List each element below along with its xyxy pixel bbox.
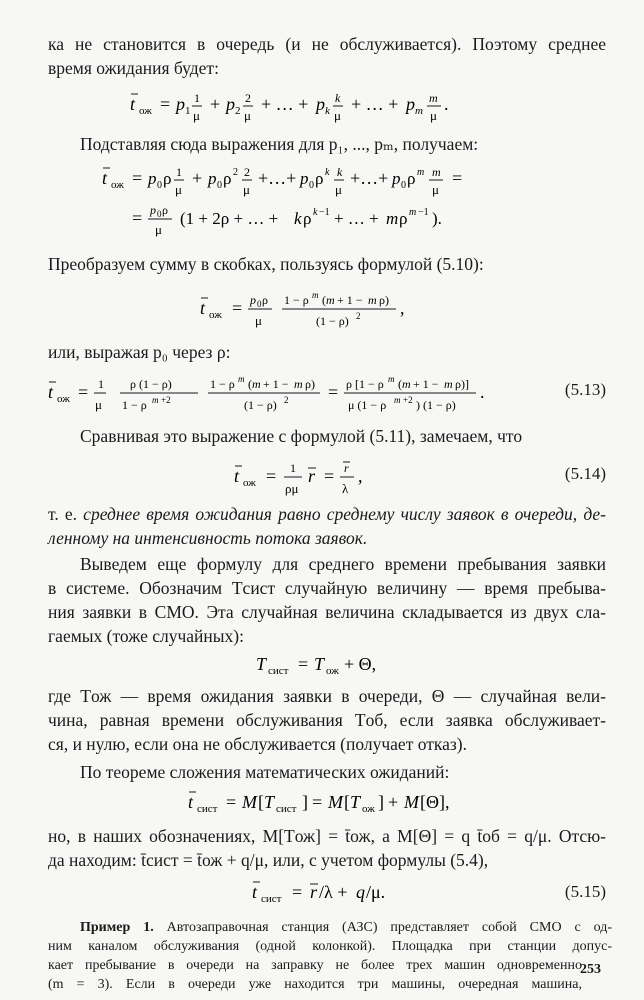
svg-text:r: r bbox=[308, 466, 316, 486]
svg-text:+: + bbox=[210, 94, 221, 114]
svg-text:=: = bbox=[78, 382, 89, 402]
svg-text:−1: −1 bbox=[319, 207, 330, 218]
svg-text:,: , bbox=[358, 466, 363, 486]
svg-text:q: q bbox=[356, 882, 365, 902]
svg-text:ρ: ρ bbox=[399, 209, 408, 228]
svg-text:=: = bbox=[328, 382, 339, 402]
example-label: Пример 1. bbox=[80, 920, 154, 935]
svg-text:k: k bbox=[325, 105, 330, 117]
svg-text:[: [ bbox=[258, 792, 264, 812]
svg-text:r: r bbox=[344, 461, 349, 475]
text-line: но, в наших обозначениях, M[Tож] = t̄ож, а M[Θ] = q t̄об = q/μ. Отсю- bbox=[48, 826, 606, 846]
page-number: 253 bbox=[580, 962, 601, 977]
text-line: ся, и нулю, если она не обслуживается (получает отказ). bbox=[48, 734, 468, 754]
svg-text:ρ: ρ bbox=[262, 293, 268, 307]
svg-text:t: t bbox=[102, 168, 108, 188]
svg-text:(1 − ρ): (1 − ρ) bbox=[244, 398, 277, 412]
svg-text:k: k bbox=[294, 209, 302, 228]
svg-text:.: . bbox=[444, 94, 449, 114]
equation-t-system bbox=[256, 650, 416, 680]
svg-text:μ: μ bbox=[335, 182, 342, 197]
svg-text:m: m bbox=[326, 293, 335, 307]
svg-text:+2: +2 bbox=[403, 395, 413, 405]
svg-text:ож: ож bbox=[362, 803, 375, 815]
svg-text:t: t bbox=[200, 298, 206, 318]
svg-text:ож: ож bbox=[111, 179, 124, 191]
svg-text:[Θ],: [Θ], bbox=[420, 792, 450, 812]
svg-text:ож: ож bbox=[139, 105, 152, 117]
svg-text:2: 2 bbox=[356, 311, 361, 321]
svg-text:m: m bbox=[252, 377, 261, 391]
equation-number: (5.13) bbox=[564, 380, 606, 399]
text-line: или, выражая p₀ через ρ: bbox=[48, 342, 231, 362]
text-line: в системе. Обозначим Tсист случайную величину — время пребыва- bbox=[48, 578, 606, 598]
svg-text:1: 1 bbox=[176, 165, 182, 179]
svg-text:ρ)]: ρ)] bbox=[455, 377, 469, 391]
svg-text:+ … +: + … + bbox=[351, 94, 399, 114]
svg-text:m: m bbox=[429, 91, 438, 105]
svg-text:m: m bbox=[394, 395, 401, 405]
text-line: По теореме сложения математических ожиданий: bbox=[80, 762, 450, 782]
svg-text:m: m bbox=[415, 105, 423, 117]
svg-text:=: = bbox=[292, 882, 303, 902]
svg-text:ρ): ρ) bbox=[305, 377, 315, 391]
text-line: ка не становится в очередь (и не обслуживается). Поэтому среднее bbox=[48, 34, 606, 54]
text-prefix: т. е. bbox=[48, 504, 84, 524]
text-line: Подставляя сюда выражения для p₁, ..., pₘ, получаем: bbox=[80, 134, 479, 154]
svg-text:=: = bbox=[298, 654, 309, 674]
svg-text:m: m bbox=[368, 293, 377, 307]
svg-text:2: 2 bbox=[245, 91, 251, 105]
svg-text:(: ( bbox=[322, 293, 326, 307]
text-line: да находим: t̄сист = t̄ож + q/μ, или, с учетом формулы (5.4), bbox=[48, 850, 489, 870]
equation-number: (5.14) bbox=[564, 464, 606, 483]
svg-text:=: = bbox=[232, 298, 243, 318]
svg-text:−1: −1 bbox=[418, 207, 429, 218]
svg-text:T: T bbox=[256, 654, 267, 674]
svg-text:1 − ρ: 1 − ρ bbox=[122, 398, 147, 412]
svg-text:+ … +: + … + bbox=[334, 209, 379, 228]
svg-text:0: 0 bbox=[157, 209, 162, 219]
svg-text:) (1 − ρ): ) (1 − ρ) bbox=[416, 398, 456, 412]
text-line: ния заявки в СМО. Эта случайная величина складывается из двух сла- bbox=[48, 602, 606, 622]
svg-text:t: t bbox=[130, 94, 136, 114]
svg-text:t: t bbox=[48, 382, 54, 402]
svg-text:m: m bbox=[152, 395, 159, 405]
svg-text:]: ] bbox=[378, 792, 384, 812]
equation-substitution bbox=[48, 160, 608, 242]
svg-text:[: [ bbox=[344, 792, 350, 812]
text-line bbox=[48, 502, 606, 526]
equation-svg bbox=[130, 80, 530, 130]
svg-text:T: T bbox=[264, 792, 275, 812]
svg-text:p: p bbox=[250, 293, 256, 307]
svg-text:p: p bbox=[150, 203, 156, 217]
svg-text:μ: μ bbox=[244, 108, 251, 123]
svg-text:ρμ: ρμ bbox=[285, 481, 299, 496]
svg-text:1 − ρ: 1 − ρ bbox=[284, 293, 309, 307]
svg-text:m: m bbox=[386, 209, 399, 228]
svg-text:]: ] bbox=[302, 792, 308, 812]
svg-text:+2: +2 bbox=[161, 395, 171, 405]
svg-text:сист: сист bbox=[276, 803, 297, 815]
svg-text:/λ +: /λ + bbox=[319, 882, 348, 902]
equation-expectation bbox=[188, 788, 488, 818]
svg-text:2: 2 bbox=[233, 167, 238, 178]
svg-text:+ Θ,: + Θ, bbox=[344, 654, 377, 674]
svg-text:p: p bbox=[406, 94, 415, 114]
svg-text:1: 1 bbox=[185, 105, 191, 117]
svg-text:k: k bbox=[337, 165, 343, 179]
svg-text:k: k bbox=[335, 91, 341, 105]
svg-text:+: + bbox=[388, 792, 399, 812]
svg-text:k: k bbox=[313, 207, 318, 218]
svg-text:2: 2 bbox=[284, 395, 289, 405]
svg-text:+ … +: + … + bbox=[261, 94, 309, 114]
svg-text:μ: μ bbox=[255, 313, 262, 328]
svg-text:=: = bbox=[132, 208, 143, 228]
svg-text:1: 1 bbox=[290, 461, 296, 475]
svg-text:μ: μ bbox=[95, 397, 102, 412]
equation-svg bbox=[48, 370, 548, 422]
svg-text:ρ: ρ bbox=[163, 169, 172, 188]
svg-text:0: 0 bbox=[257, 299, 262, 309]
svg-text:.: . bbox=[480, 382, 485, 402]
svg-text:2: 2 bbox=[235, 105, 241, 117]
svg-text:ож: ож bbox=[326, 665, 339, 677]
text-line: гаемых (тоже случайных): bbox=[48, 626, 244, 646]
equation-svg bbox=[256, 650, 416, 680]
svg-text:ρ [1 − ρ: ρ [1 − ρ bbox=[346, 377, 384, 391]
svg-text:(1 + 2ρ + … +: (1 + 2ρ + … + bbox=[180, 209, 279, 228]
svg-text:p: p bbox=[300, 169, 309, 188]
equation-5-14 bbox=[234, 454, 434, 506]
svg-text:+: + bbox=[192, 168, 203, 188]
svg-text:M: M bbox=[242, 792, 257, 812]
svg-text:p: p bbox=[176, 94, 185, 114]
svg-text:=: = bbox=[452, 168, 463, 188]
equation-svg bbox=[200, 284, 460, 336]
svg-text:сист: сист bbox=[268, 665, 289, 677]
svg-text:+ 1 −: + 1 − bbox=[413, 377, 439, 391]
svg-text:p: p bbox=[316, 94, 325, 114]
svg-text:p: p bbox=[392, 169, 401, 188]
text-line: чина, равная времени обслуживания Tоб, если заявка обслуживает- bbox=[48, 710, 606, 730]
svg-text:сист: сист bbox=[261, 893, 282, 905]
svg-text:p: p bbox=[148, 169, 157, 188]
svg-text:сист: сист bbox=[197, 803, 218, 815]
svg-text:ρ: ρ bbox=[223, 169, 232, 188]
text-line: Выведем еще формулу для среднего времени пребывания заявки bbox=[80, 554, 606, 574]
svg-text:T: T bbox=[350, 792, 361, 812]
svg-text:μ: μ bbox=[432, 182, 439, 197]
svg-text:0: 0 bbox=[217, 180, 222, 191]
svg-text:μ: μ bbox=[334, 108, 341, 123]
svg-text:t: t bbox=[234, 466, 240, 486]
svg-text:m: m bbox=[388, 374, 395, 384]
equation-svg bbox=[48, 160, 608, 242]
example-line: (m = 3). Если в очереди уже находится три машины, очередная машина, bbox=[48, 977, 582, 992]
svg-text:m: m bbox=[312, 290, 319, 300]
svg-text:ρ): ρ) bbox=[379, 293, 389, 307]
equation-number: (5.15) bbox=[564, 882, 606, 901]
svg-text:m: m bbox=[409, 207, 417, 218]
svg-text:ρ: ρ bbox=[407, 169, 416, 188]
svg-text:1: 1 bbox=[98, 377, 104, 391]
svg-text:m: m bbox=[417, 167, 425, 178]
svg-text:ож: ож bbox=[243, 477, 256, 489]
svg-text:m: m bbox=[238, 374, 245, 384]
text-line: Сравнивая это выражение с формулой (5.11), замечаем, что bbox=[80, 426, 523, 446]
text-line: где Tож — время ожидания заявки в очереди, Θ — случайная вели- bbox=[48, 686, 606, 706]
text-line: ленному на интенсивность потока заявок. bbox=[48, 528, 368, 548]
svg-text:m: m bbox=[402, 377, 411, 391]
svg-text:ож: ож bbox=[209, 309, 222, 321]
svg-text:0: 0 bbox=[157, 180, 162, 191]
equation-t-wait-sum bbox=[130, 80, 530, 130]
svg-text:ρ (1 − ρ): ρ (1 − ρ) bbox=[130, 377, 172, 391]
equation-closed-form bbox=[200, 284, 460, 336]
svg-text:M: M bbox=[328, 792, 343, 812]
svg-text:+…+: +…+ bbox=[350, 168, 389, 188]
svg-text:(1 − ρ): (1 − ρ) bbox=[316, 314, 349, 328]
svg-text:+…+: +…+ bbox=[258, 168, 297, 188]
svg-text:ρ: ρ bbox=[303, 209, 312, 228]
svg-text:/μ.: /μ. bbox=[366, 882, 386, 902]
svg-text:+ 1 −: + 1 − bbox=[337, 293, 363, 307]
svg-text:=: = bbox=[312, 792, 323, 812]
example-line: кает пребывание в очереди на заправку не более трех машин одновременно bbox=[48, 958, 582, 973]
svg-text:=: = bbox=[226, 792, 237, 812]
svg-text:μ: μ bbox=[193, 108, 200, 123]
svg-text:,: , bbox=[400, 298, 405, 318]
equation-svg bbox=[188, 788, 488, 818]
equation-svg bbox=[252, 878, 432, 908]
svg-text:m: m bbox=[432, 165, 441, 179]
svg-text:ρ: ρ bbox=[162, 203, 168, 217]
svg-text:μ: μ bbox=[243, 182, 250, 197]
svg-text:μ: μ bbox=[175, 182, 182, 197]
svg-text:k: k bbox=[325, 167, 330, 178]
svg-text:=: = bbox=[324, 466, 335, 486]
svg-text:=: = bbox=[160, 94, 171, 114]
svg-text:p: p bbox=[226, 94, 235, 114]
text-italic: среднее время ожидания равно среднему числу заявок в очереди, де- bbox=[83, 504, 606, 524]
equation-5-13 bbox=[48, 370, 548, 422]
svg-text:t: t bbox=[252, 882, 258, 902]
svg-text:μ: μ bbox=[430, 108, 437, 123]
svg-text:(: ( bbox=[248, 377, 252, 391]
svg-text:=: = bbox=[266, 466, 277, 486]
equation-5-15 bbox=[252, 878, 432, 908]
svg-text:T: T bbox=[314, 654, 325, 674]
text-line: Преобразуем сумму в скобках, пользуясь формулой (5.10): bbox=[48, 254, 484, 274]
svg-text:).: ). bbox=[432, 209, 442, 228]
svg-text:λ: λ bbox=[342, 481, 349, 496]
equation-svg bbox=[234, 454, 434, 506]
svg-text:μ (1 − ρ: μ (1 − ρ bbox=[348, 398, 387, 412]
text-line: время ожидания будет: bbox=[48, 58, 219, 78]
svg-text:μ: μ bbox=[155, 222, 162, 237]
svg-text:+ 1 −: + 1 − bbox=[263, 377, 289, 391]
svg-text:r: r bbox=[310, 882, 318, 902]
svg-text:(: ( bbox=[398, 377, 402, 391]
svg-text:m: m bbox=[444, 377, 453, 391]
example-line: ним каналом обслуживания (одной колонкой). Площадка при станции допус- bbox=[48, 939, 612, 954]
svg-text:=: = bbox=[132, 168, 143, 188]
svg-text:t: t bbox=[188, 792, 194, 812]
svg-text:0: 0 bbox=[309, 180, 314, 191]
svg-text:p: p bbox=[208, 169, 217, 188]
svg-text:1 − ρ: 1 − ρ bbox=[210, 377, 235, 391]
svg-text:2: 2 bbox=[244, 165, 250, 179]
example-text: Автозаправочная станция (АЗС) представляет собой СМО с од- bbox=[166, 920, 613, 935]
svg-text:ρ: ρ bbox=[315, 169, 324, 188]
svg-text:1: 1 bbox=[194, 91, 200, 105]
example-line bbox=[80, 918, 612, 937]
svg-text:0: 0 bbox=[401, 180, 406, 191]
svg-text:ож: ож bbox=[57, 393, 70, 405]
svg-text:M: M bbox=[404, 792, 419, 812]
svg-text:m: m bbox=[294, 377, 303, 391]
